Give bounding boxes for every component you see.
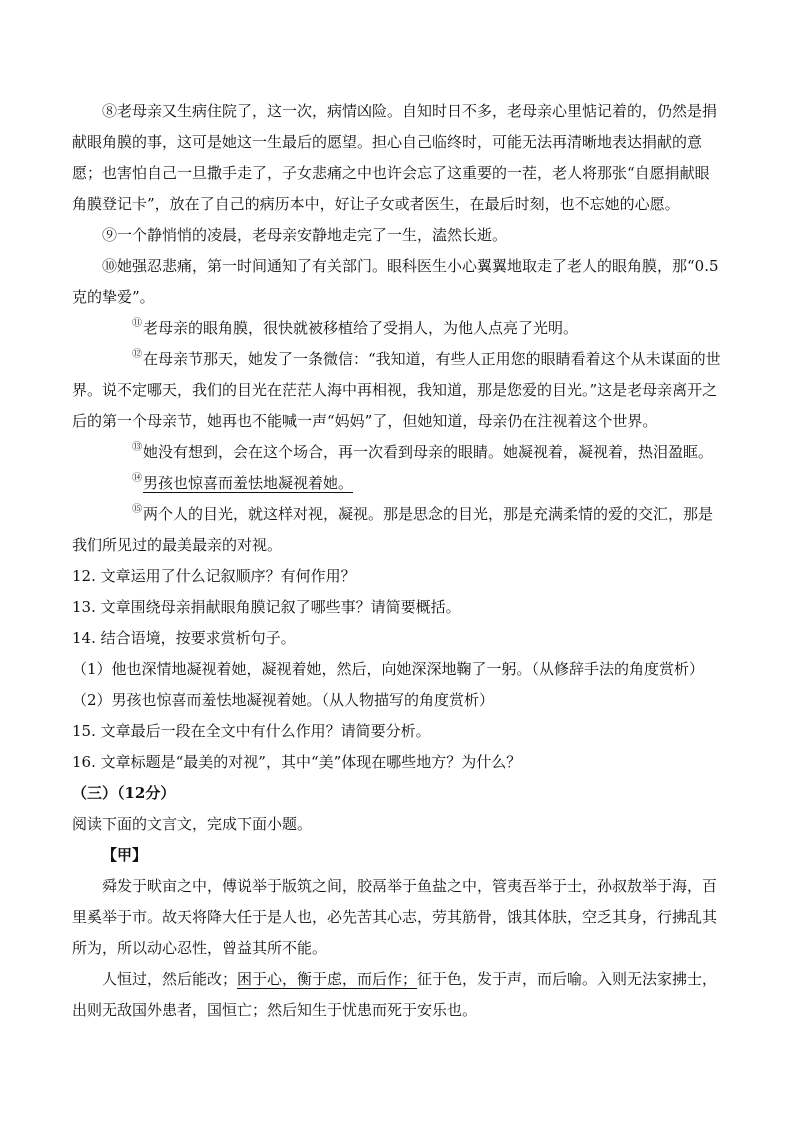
paragraph-13-text: 她没有想到，会在这个场合，再一次看到母亲的眼睛。她凝视着，凝视着，热泪盈眶。 (143, 443, 714, 461)
paragraph-15 (72, 499, 722, 561)
question-13: 13. 文章围绕母亲捐献眼角膜记叙了哪些事？请简要概括。 (72, 598, 461, 616)
classical-paragraph-2-underlined: 困于心，衡于虑，而后作； (237, 970, 418, 988)
classical-paragraph-2-part-a: 人恒过，然后能改； (102, 970, 238, 988)
classical-paragraph-1: 舜发于畎亩之中，傅说举于版筑之间，胶鬲举于鱼盐之中，管夷吾举于士，孙叔敖举于海，百里奚举于市。故天将降大任于是人也，必先苦其心志，劳其筋骨，饿其体肤，空乏其身，行拂乱其所为，所以动心忍性，曾益其所不能。 (72, 877, 718, 957)
question-14: 14. 结合语境，按要求赏析句子。 (72, 629, 296, 647)
paragraph-12 (72, 344, 722, 437)
paragraph-number-13: ⑬ (132, 442, 142, 453)
question-14-part-2: （2）男孩也惊喜而羞怯地凝视着她。（从人物描写的角度赏析） (72, 691, 495, 709)
paragraph-13 (72, 437, 722, 468)
paragraph-number-12: ⑫ (132, 349, 142, 360)
section-3-instruction: 阅读下面的文言文，完成下面小题。 (72, 815, 313, 833)
passage-jia-label: 【甲】 (102, 846, 148, 864)
paragraph-8: ⑧老母亲又生病住院了，这一次，病情凶险。自知时日不多，老母亲心里惦记着的，仍然是捐献眼角膜的事，这可是她这一生最后的愿望。担心自己临终时，可能无法再清晰地表达捐献的意愿；也害怕自己一旦撒手走了，子女悲痛之中也许会忘了这重要的一茬，老人将那张“自愿捐献眼角膜登记卡”，放在了自己的病历本中，好让子女或者医生，在最后时刻，也不忘她的心愿。 (72, 102, 718, 213)
document-page (72, 96, 722, 1026)
paragraph-number-11: ⑪ (132, 318, 142, 329)
section-3-title: （三）（12分） (72, 784, 176, 802)
classical-paragraph-2-part-b: 征于色，发于声，而后喻。入则无法家拂士，出则无敌国外患者，国恒亡；然后知生于忧患而死于安乐也。 (72, 970, 718, 1019)
question-15: 15. 文章最后一段在全文中有什么作用？请简要分析。 (72, 722, 431, 740)
paragraph-12-text: 在母亲节那天，她发了一条微信：“我知道，有些人正用您的眼睛看着这个从未谋面的世界。说不定哪天，我们的目光在茫茫人海中再相视，我知道，那是您爱的目光。”这是老母亲离开之后的第一个母亲节，她再也不能喊一声“妈妈”了，但她知道，母亲仍在注视着这个世界。 (72, 350, 721, 430)
paragraph-11 (72, 313, 722, 344)
question-12: 12. 文章运用了什么记叙顺序？有何作用？ (72, 567, 356, 585)
paragraph-9: ⑨一个静悄悄的凌晨，老母亲安静地走完了一生，溘然长逝。 (102, 226, 508, 244)
paragraph-14-underlined-text: 男孩也惊喜而羞怯地凝视着她。 (143, 474, 354, 492)
paragraph-15-text: 两个人的目光，就这样对视，凝视。那是思念的目光，那是充满柔情的爱的交汇，那是我们所见过的最美最亲的对视。 (72, 505, 714, 554)
paragraph-11-text: 老母亲的眼角膜，很快就被移植给了受捐人，为他人点亮了光明。 (143, 319, 579, 337)
question-14-part-1: （1）他也深情地凝视着她，凝视着她，然后，向她深深地鞠了一躬。（从修辞手法的角度赏析） (72, 660, 705, 678)
paragraph-number-15: ⑮ (132, 504, 142, 515)
paragraph-14 (72, 468, 722, 499)
question-16: 16. 文章标题是“最美的对视”，其中“美”体现在哪些地方？为什么？ (72, 753, 522, 771)
paragraph-number-14: ⑭ (132, 473, 142, 484)
paragraph-10: ⑩她强忍悲痛，第一时间通知了有关部门。眼科医生小心翼翼地取走了老人的眼角膜，那“0.5克的挚爱”。 (72, 257, 719, 306)
classical-paragraph-2 (72, 964, 722, 1026)
